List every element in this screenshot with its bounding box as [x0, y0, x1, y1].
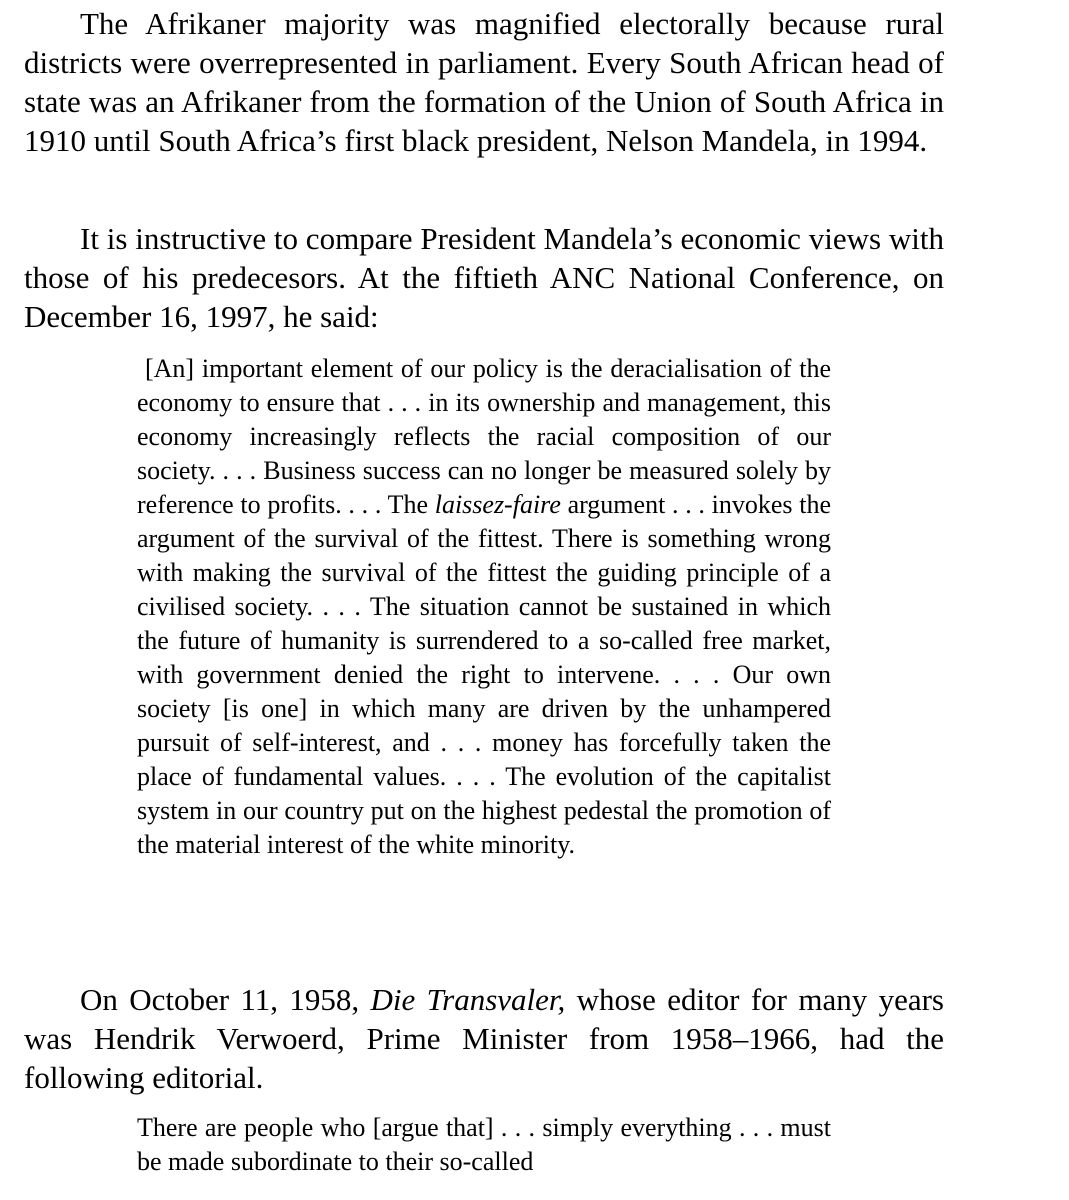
- paragraph-die-transvaler-start: On October 11, 1958,: [80, 982, 371, 1017]
- paragraph-afrikaner-majority: The Afrikaner majority was magnified electorally because rural districts were overrepresented in parliament. Every South African head of state was an Afrikaner from the formation of the Union of South Africa in 1910 until South Africa’s first black president, Nelson Mandela, in 1994.: [24, 6, 944, 158]
- mandela-quote: [137, 352, 831, 862]
- mandela-quote-text-end: argument . . . invokes the argument of the survival of the fittest. There is something wrong with making the survival of the fittest the guiding principle of a civilised society. . . . The situation cannot be sustained in which the future of humanity is surrendered to a so-called free market, with government denied the right to intervene. . . . Our own society [is one] in which many are driven by the unhampered pursuit of self-interest, and . . . money has forcefully taken the place of fundamental values. . . . The evolution of the capitalist system in our country put on the highest pedestal the promotion of the material interest of the white minority.: [137, 490, 831, 859]
- mandela-quote-text-start: [An] important element of our policy is the deracialisation of the economy to ensure that . . . in its ownership and management, this economy increasingly reflects the racial composition of our society. . . . Business success can no longer be measured solely by reference to profits. . . . The: [137, 354, 831, 519]
- newspaper-title: Die Transvaler,: [370, 982, 566, 1017]
- paragraph-die-transvaler-end: whose editor for many years was Hendrik Verwoerd, Prime Minister from 1958–1966, had the following editorial.: [24, 982, 944, 1095]
- transvaler-editorial-quote: There are people who [argue that] . . . simply everything . . . must be made subordinate to their so-called: [137, 1113, 831, 1176]
- paragraph-die-transvaler: [24, 980, 944, 1097]
- paragraph-mandela-comparison: It is instructive to compare President Mandela’s economic views with those of his predecesors. At the fiftieth ANC National Conference, on December 16, 1997, he said:: [24, 221, 944, 334]
- laissez-faire-term: laissez-faire: [434, 490, 561, 519]
